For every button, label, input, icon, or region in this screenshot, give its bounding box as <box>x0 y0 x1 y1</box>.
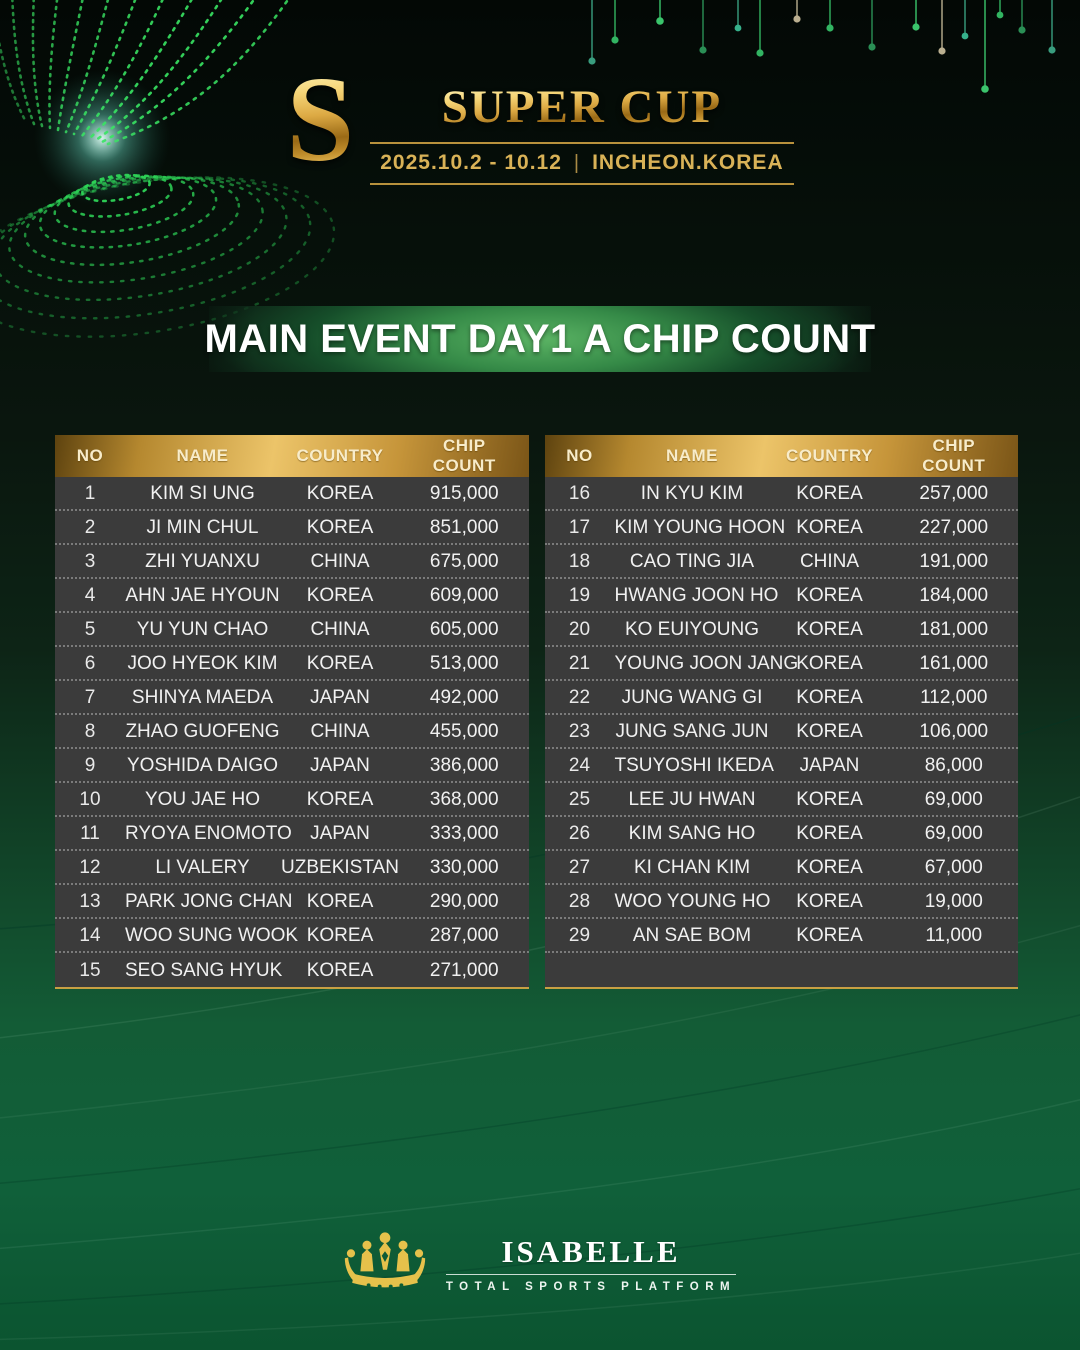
country-cell: KOREA <box>796 584 863 606</box>
name-cell: SEO SANG HYUK <box>125 959 283 981</box>
table-row <box>545 545 1019 579</box>
name-cell: CAO TING JIA <box>629 550 755 572</box>
event-dates: 2025.10.2 - 10.12 <box>380 151 562 174</box>
rank-cell: 29 <box>568 924 591 946</box>
name-cell: KIM SANG HO <box>628 822 756 844</box>
column-header-chip-count: CHIP COUNT <box>922 436 986 475</box>
page-title: MAIN EVENT DAY1 A CHIP COUNT <box>204 316 876 361</box>
chip-count-cell: 609,000 <box>429 584 499 606</box>
country-cell: CHINA <box>310 720 370 742</box>
name-cell: WOO SUNG WOOK <box>125 924 299 946</box>
rank-cell: 11 <box>80 822 100 844</box>
logo-text-block <box>370 58 793 185</box>
chip-count-cell: 184,000 <box>919 584 989 606</box>
chip-count-cell: 915,000 <box>429 482 499 504</box>
country-cell: UZBEKISTAN <box>281 856 399 878</box>
country-cell: KOREA <box>306 924 374 946</box>
country-cell: KOREA <box>306 584 374 606</box>
name-cell: PARK JONG CHAN <box>125 890 293 912</box>
rank-cell: 8 <box>84 720 96 742</box>
chip-count-cell: 86,000 <box>924 754 983 776</box>
country-cell: JAPAN <box>310 822 370 844</box>
name-cell: YOU JAE HO <box>144 788 261 810</box>
section-banner <box>204 306 876 372</box>
rank-cell: 28 <box>568 890 591 912</box>
rank-cell: 26 <box>568 822 591 844</box>
column-header-no: NO <box>566 446 593 466</box>
name-cell: RYOYA ENOMOTO <box>125 822 292 844</box>
table-body-right <box>545 477 1019 989</box>
name-cell: ZHAO GUOFENG <box>125 720 280 742</box>
chip-count-cell: 181,000 <box>919 618 989 640</box>
table-row <box>545 681 1019 715</box>
country-cell: KOREA <box>796 822 863 844</box>
name-cell: JUNG SANG JUN <box>615 720 769 742</box>
rank-cell: 17 <box>568 516 591 538</box>
chip-count-cell: 69,000 <box>924 788 983 810</box>
table-row <box>55 783 529 817</box>
name-cell: AHN JAE HYOUN <box>125 584 280 606</box>
country-cell: KOREA <box>796 516 863 538</box>
name-cell: JOO HYEOK KIM <box>127 652 278 674</box>
table-row <box>55 477 529 511</box>
country-cell: KOREA <box>306 959 374 981</box>
rank-cell: 20 <box>568 618 591 640</box>
chip-count-tables <box>55 435 1018 989</box>
name-cell: YOSHIDA DAIGO <box>127 754 278 776</box>
rank-cell: 18 <box>568 550 591 572</box>
logo-s-letter: S <box>286 52 355 187</box>
table-row <box>545 715 1019 749</box>
brand-divider <box>446 1274 736 1275</box>
rank-cell: 27 <box>568 856 591 878</box>
chip-table-left <box>55 435 529 989</box>
column-header-country: COUNTRY <box>296 446 384 466</box>
event-date-bar <box>370 142 793 185</box>
table-row <box>545 647 1019 681</box>
rank-cell: 4 <box>84 584 96 606</box>
table-row <box>55 851 529 885</box>
name-cell: HWANG JOON HO <box>614 584 779 606</box>
chip-count-cell: 271,000 <box>429 959 499 981</box>
table-row <box>545 613 1019 647</box>
column-header-name: NAME <box>176 446 229 466</box>
chip-count-cell: 455,000 <box>429 720 499 742</box>
chip-count-cell: 19,000 <box>924 890 983 912</box>
table-row <box>545 851 1019 885</box>
chip-count-cell: 11,000 <box>925 924 983 946</box>
table-row <box>55 579 529 613</box>
table-row <box>55 545 529 579</box>
table-row <box>55 953 529 987</box>
name-cell: JUNG WANG GI <box>621 686 763 708</box>
country-cell: KOREA <box>796 482 863 504</box>
name-cell: IN KYU KIM <box>640 482 744 504</box>
rank-cell: 6 <box>84 652 96 674</box>
rank-cell: 12 <box>79 856 101 878</box>
rank-cell: 19 <box>568 584 591 606</box>
country-cell: CHINA <box>799 550 860 572</box>
name-cell: SHINYA MAEDA <box>131 686 274 708</box>
name-cell: YOUNG JOON JANG <box>614 652 799 674</box>
rank-cell: 25 <box>568 788 591 810</box>
country-cell: KOREA <box>796 720 863 742</box>
brand-logo <box>0 1230 1080 1298</box>
country-cell: CHINA <box>310 618 370 640</box>
name-cell: WOO YOUNG HO <box>614 890 771 912</box>
name-cell: KIM SI UNG <box>150 482 255 504</box>
country-cell: KOREA <box>796 890 863 912</box>
name-cell: KO EUIYOUNG <box>624 618 760 640</box>
table-row <box>545 783 1019 817</box>
chip-count-cell: 106,000 <box>919 720 989 742</box>
table-header <box>545 435 1019 477</box>
name-cell: TSUYOSHI IKEDA <box>614 754 774 776</box>
chip-count-cell: 227,000 <box>919 516 989 538</box>
chip-count-cell: 675,000 <box>429 550 499 572</box>
country-cell: JAPAN <box>799 754 860 776</box>
table-row <box>545 477 1019 511</box>
chip-count-cell: 112,000 <box>920 686 988 708</box>
table-body-left <box>55 477 529 989</box>
table-row <box>55 613 529 647</box>
table-row <box>55 817 529 851</box>
name-cell: ZHI YUANXU <box>145 550 260 572</box>
chip-count-cell: 492,000 <box>429 686 499 708</box>
country-cell: KOREA <box>306 788 374 810</box>
rank-cell: 22 <box>568 686 591 708</box>
rank-cell: 5 <box>84 618 96 640</box>
rank-cell: 14 <box>79 924 101 946</box>
rank-cell: 2 <box>84 516 96 538</box>
column-header-chip-count: CHIP COUNT <box>432 436 496 475</box>
table-row <box>545 511 1019 545</box>
rank-cell: 7 <box>84 686 96 708</box>
country-cell: KOREA <box>796 686 863 708</box>
empty-row <box>545 953 1019 987</box>
table-row <box>545 817 1019 851</box>
table-row <box>55 885 529 919</box>
chip-count-cell: 513,000 <box>429 652 499 674</box>
chip-count-cell: 161,000 <box>919 652 989 674</box>
date-separator: | <box>573 151 581 174</box>
rank-cell: 24 <box>568 754 591 776</box>
table-row <box>545 749 1019 783</box>
column-header-no: NO <box>76 446 104 466</box>
chip-count-cell: 257,000 <box>919 482 989 504</box>
country-cell: KOREA <box>306 482 374 504</box>
name-cell: KIM YOUNG HOON <box>614 516 786 538</box>
name-cell: LI VALERY <box>155 856 250 878</box>
chip-count-cell: 333,000 <box>429 822 499 844</box>
chip-count-cell: 191,000 <box>919 550 989 572</box>
table-row <box>55 511 529 545</box>
name-cell: JI MIN CHUL <box>146 516 259 538</box>
brand-tagline: TOTAL SPORTS PLATFORM <box>445 1280 737 1293</box>
rank-cell: 9 <box>84 754 96 776</box>
rank-cell: 16 <box>568 482 591 504</box>
chip-count-cell: 287,000 <box>429 924 499 946</box>
country-cell: KOREA <box>306 652 374 674</box>
rank-cell: 1 <box>84 482 96 504</box>
table-row <box>545 919 1019 953</box>
chip-count-cell: 605,000 <box>429 618 499 640</box>
rank-cell: 3 <box>84 550 96 572</box>
column-header-name: NAME <box>665 446 719 466</box>
chip-table-right <box>545 435 1019 989</box>
table-row <box>55 749 529 783</box>
country-cell: CHINA <box>310 550 370 572</box>
event-location: INCHEON.KOREA <box>592 151 784 174</box>
table-row <box>55 715 529 749</box>
name-cell: KI CHAN KIM <box>633 856 751 878</box>
chip-count-cell: 67,000 <box>924 856 983 878</box>
name-cell: AN SAE BOM <box>632 924 752 946</box>
table-row <box>545 579 1019 613</box>
country-cell: KOREA <box>796 618 863 640</box>
name-cell: LEE JU HWAN <box>628 788 756 810</box>
chip-count-cell: 69,000 <box>924 822 983 844</box>
country-cell: KOREA <box>796 788 863 810</box>
chip-count-cell: 330,000 <box>429 856 499 878</box>
event-logo <box>0 52 1080 187</box>
country-cell: KOREA <box>796 856 863 878</box>
column-header-country: COUNTRY <box>786 446 873 466</box>
table-row <box>55 681 529 715</box>
brand-name: ISABELLE <box>501 1233 681 1269</box>
rank-cell: 13 <box>79 890 101 912</box>
table-header <box>55 435 529 477</box>
rank-cell: 21 <box>568 652 591 674</box>
chip-count-cell: 368,000 <box>429 788 499 810</box>
chip-count-cell: 290,000 <box>429 890 499 912</box>
chip-count-cell: 851,000 <box>429 516 499 538</box>
country-cell: KOREA <box>306 516 374 538</box>
table-row <box>545 885 1019 919</box>
rank-cell: 23 <box>568 720 591 742</box>
name-cell: YU YUN CHAO <box>136 618 269 640</box>
country-cell: JAPAN <box>310 754 370 776</box>
chip-count-cell: 386,000 <box>429 754 499 776</box>
country-cell: KOREA <box>306 890 374 912</box>
brand-text-block <box>445 1233 737 1293</box>
event-title: SUPER CUP <box>441 81 723 133</box>
country-cell: KOREA <box>796 924 863 946</box>
crown-icon <box>344 1230 426 1298</box>
table-row <box>55 919 529 953</box>
rank-cell: 10 <box>79 788 101 810</box>
table-row <box>55 647 529 681</box>
rank-cell: 15 <box>79 959 101 981</box>
country-cell: KOREA <box>796 652 863 674</box>
country-cell: JAPAN <box>310 686 370 708</box>
